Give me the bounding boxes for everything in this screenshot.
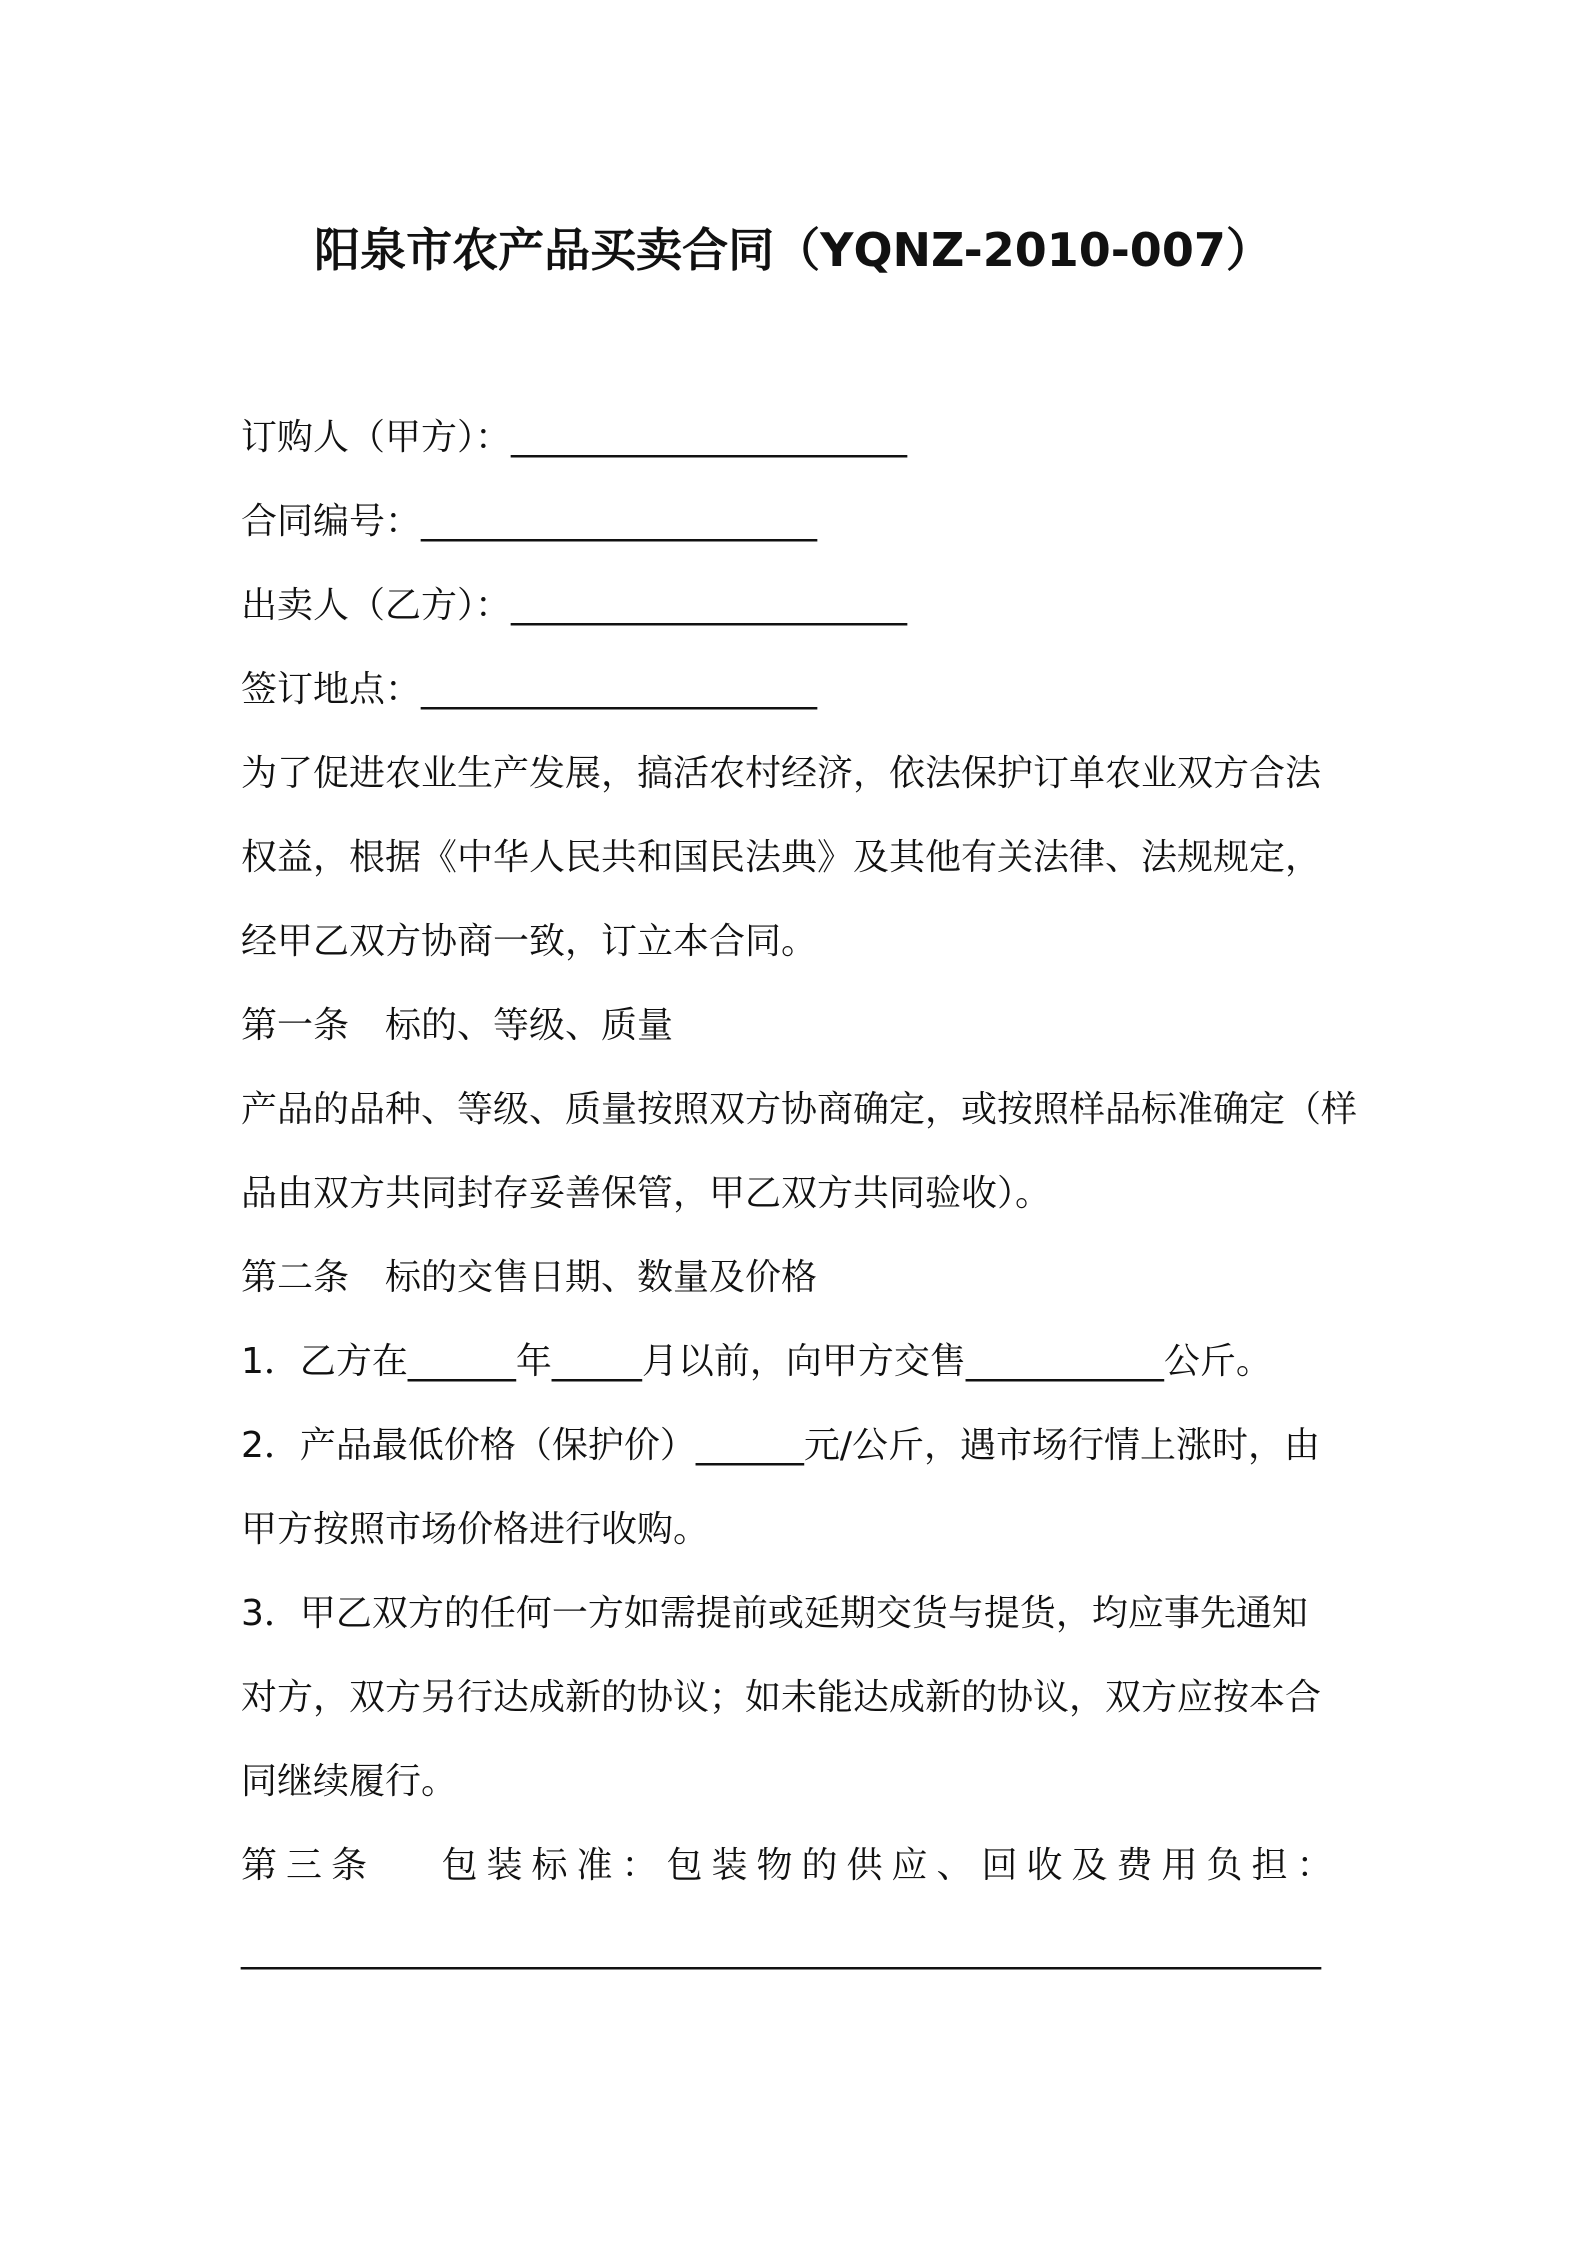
article-1-text-line-2: 品由双方共同封存妥善保管，甲乙双方共同验收）。 xyxy=(241,1173,1052,1214)
document-title: 阳泉市农产品买卖合同（YQNZ-2010-007） xyxy=(314,223,1272,277)
article-2-clause-2-line-1: 2．产品最低价格（保护价）______元/公斤，遇市场行情上涨时，由 xyxy=(241,1425,1321,1466)
article-2-heading: 第二条 标的交售日期、数量及价格 xyxy=(241,1257,818,1298)
article-1-heading: 第一条 标的、等级、质量 xyxy=(241,1005,674,1046)
preamble-line-3: 经甲乙双方协商一致，订立本合同。 xyxy=(241,921,818,962)
document-body xyxy=(241,396,1358,1992)
article-3-blank-line: ____________________________________________________________ xyxy=(241,1929,1321,1970)
article-2-clause-3-line-3: 同继续履行。 xyxy=(241,1761,458,1802)
buyer-field-line: 订购人（甲方）：______________________ xyxy=(241,417,908,458)
article-2-clause-2-line-2: 甲方按照市场价格进行收购。 xyxy=(241,1509,710,1550)
preamble-line-1: 为了促进农业生产发展，搞活农村经济，依法保护订单农业双方合法 xyxy=(241,753,1322,794)
seller-field-line: 出卖人（乙方）：______________________ xyxy=(241,585,908,626)
article-2-clause-3-line-1: 3．甲乙双方的任何一方如需提前或延期交货与提货，均应事先通知 xyxy=(241,1593,1308,1634)
article-3-heading: 第三条 包装标准：包装物的供应、回收及费用负担： xyxy=(241,1845,1342,1886)
signing-place-field-line: 签订地点：______________________ xyxy=(241,669,818,710)
preamble-line-2: 权益，根据《中华人民共和国民法典》及其他有关法律、法规规定， xyxy=(241,837,1322,878)
article-1-text-line-1: 产品的品种、等级、质量按照双方协商确定，或按照样品标准确定（样 xyxy=(241,1089,1358,1130)
contract-number-field-line: 合同编号：______________________ xyxy=(241,501,818,542)
article-2-clause-3-line-2: 对方，双方另行达成新的协议；如未能达成新的协议，双方应按本合 xyxy=(241,1677,1322,1718)
article-2-clause-1: 1．乙方在______年_____月以前，向甲方交售___________公斤。 xyxy=(241,1341,1272,1382)
